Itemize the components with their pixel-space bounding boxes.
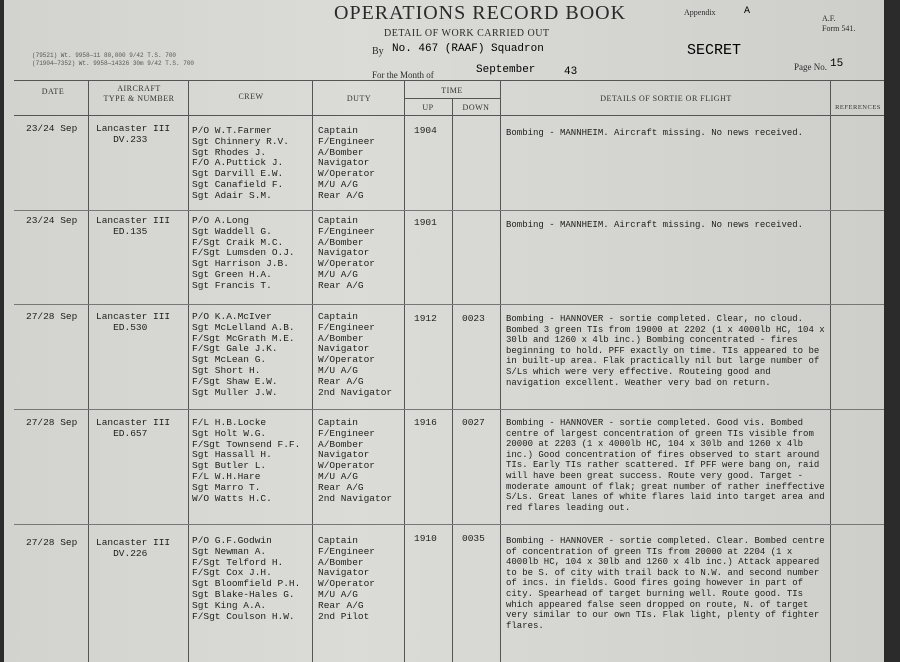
row-aircraft: Lancaster III ED.657	[96, 417, 171, 439]
row-crew: F/L H.B.Locke Sgt Holt W.G. F/Sgt Townsend F.F. Sgt Hassall H. Sgt Butler L. F/L W.H.Hare Sgt Marro T. W/O Watts H.C.	[192, 417, 301, 504]
printer-note: (79521) Wt. 9958—11 80,000 9/42 T.S. 700 (71904—7352) Wt. 9958—14326 30m 9/42 T.S. 700	[32, 52, 195, 67]
column-rule	[312, 80, 313, 662]
form-subtitle: DETAIL OF WORK CARRIED OUT	[384, 28, 550, 39]
year-value: 43	[564, 66, 578, 78]
by-label: By	[372, 46, 384, 57]
column-rule	[830, 80, 831, 662]
header-up: UP	[422, 103, 434, 112]
page-number: 15	[830, 58, 844, 70]
header-down: DOWN	[462, 103, 490, 112]
row-time-down: 0023	[462, 313, 485, 324]
header-bottom-rule	[14, 115, 884, 116]
row-rule	[14, 210, 884, 211]
row-aircraft: Lancaster III DV.226	[96, 537, 171, 559]
header-crew: CREW	[238, 92, 264, 101]
row-duty: Captain F/Engineer A/Bomber Navigator W/Operator M/U A/G Rear A/G 2nd Pilot	[318, 535, 376, 622]
row-aircraft: Lancaster III ED.135	[96, 215, 171, 237]
appendix-value: A	[744, 6, 751, 17]
column-rule	[452, 98, 453, 662]
header-date: DATE	[41, 87, 65, 96]
row-crew: P/O A.Long Sgt Waddell G. F/Sgt Craik M.C. F/Sgt Lumsden O.J. Sgt Harrison J.B. Sgt Green H.A. Sgt Francis T.	[192, 215, 295, 291]
form-title: OPERATIONS RECORD BOOK	[334, 2, 627, 24]
appendix-label: Appendix	[684, 8, 716, 17]
row-details: Bombing - HANNOVER - sortie completed. Clear. Bombed centre of concentration of green TIs from 20000 at 2204 (1 x 4000lb HC, 104 x 30lb and 1260 x 4lb inc.) Attack appeared to be S. of city with trail back to N.W. and second number of incs. in fields. Good fires going however in part of city. Spearhead of target burning well. Route good. TIs which appeared false seen dropped on route, N. of target very similar to our own TIs. Flak light, plenty of fighter flares.	[506, 536, 825, 631]
header-duty: DUTY	[346, 94, 372, 103]
row-date: 27/28 Sep	[26, 311, 78, 322]
column-rule	[500, 80, 501, 662]
page-number-label: Page No.	[794, 62, 827, 72]
secret-stamp: SECRET	[687, 42, 742, 59]
row-date: 27/28 Sep	[26, 537, 78, 548]
row-date: 23/24 Sep	[26, 123, 78, 134]
form-id: A.F. Form 541.	[822, 14, 856, 33]
row-aircraft: Lancaster III DV.233	[96, 123, 171, 145]
row-details: Bombing - MANNHEIM. Aircraft missing. No news received.	[506, 220, 804, 230]
row-date: 27/28 Sep	[26, 417, 78, 428]
row-time-down: 0027	[462, 417, 485, 428]
month-label: For the Month of	[372, 70, 434, 80]
row-time-up: 1901	[414, 217, 437, 228]
row-details: Bombing - HANNOVER - sortie completed. Clear, no cloud. Bombed 3 green TIs from 19000 at 2202 (1 x 4000lb HC, 104 x 30lb and 1260 x 4lb inc.) Bombing concentrated - fires beginning to hold. PFF exactly on time. TIs appeared to be in built-up area. Flak practically nil but large number of S/Ls which were very effective. Routeing good and navigation excellent. Weather very bad on return.	[506, 314, 825, 388]
column-rule	[404, 80, 405, 662]
squadron-name: No. 467 (RAAF) Squadron	[392, 43, 544, 55]
column-rule	[188, 80, 189, 662]
row-crew: P/O G.F.Godwin Sgt Newman A. F/Sgt Telford H. F/Sgt Cox J.H. Sgt Bloomfield P.H. Sgt Blake-Hales G. Sgt King A.A. F/Sgt Coulson H.W.	[192, 535, 301, 622]
row-rule	[14, 304, 884, 305]
row-crew: P/O W.T.Farmer Sgt Chinnery R.V. Sgt Rhodes J. F/O A.Puttick J. Sgt Darvill E.W. Sgt Canafield F. Sgt Adair S.M.	[192, 125, 289, 201]
row-time-up: 1916	[414, 417, 437, 428]
header-aircraft: AIRCRAFT TYPE & NUMBER	[103, 84, 175, 103]
header-references: REFERENCES	[835, 104, 881, 111]
row-details: Bombing - MANNHEIM. Aircraft missing. No news received.	[506, 128, 804, 138]
row-time-up: 1912	[414, 313, 437, 324]
record-page	[4, 0, 884, 662]
row-time-up: 1910	[414, 533, 437, 544]
header-time: TIME	[441, 86, 463, 95]
row-duty: Captain F/Engineer A/Bomber Navigator W/Operator M/U A/G Rear A/G	[318, 125, 376, 201]
month-value: September	[476, 64, 536, 76]
header-details: DETAILS OF SORTIE OR FLIGHT	[600, 94, 732, 103]
row-duty: Captain F/Engineer A/Bomber Navigator W/Operator M/U A/G Rear A/G	[318, 215, 376, 291]
row-time-up: 1904	[414, 125, 437, 136]
row-aircraft: Lancaster III ED.530	[96, 311, 171, 333]
row-time-down: 0035	[462, 533, 485, 544]
column-rule	[88, 80, 89, 662]
row-rule	[14, 524, 884, 525]
row-duty: Captain F/Engineer A/Bomber Navigator W/Operator M/U A/G Rear A/G 2nd Navigator	[318, 417, 393, 504]
table-top-rule	[14, 80, 884, 81]
row-crew: P/O K.A.McIver Sgt McLelland A.B. F/Sgt McGrath M.E. F/Sgt Gale J.K. Sgt McLean G. Sgt Short H. F/Sgt Shaw E.W. Sgt Muller J.W.	[192, 311, 295, 398]
row-details: Bombing - HANNOVER - sortie completed. Good vis. Bombed centre of largest concentration of green TIs visible from 20000 at 2203 (1 x 4000lb HC, 104 x 30lb and 1260 x 4lb inc.) Good concentration of fires observed to start around TIs. Early TIs rather scattered. If PFF were bang on, raid will have been great success. Route very good. Target - moderate amount of flak; great number of rather ineffective S/Ls. Great lanes of white flares laid into target area and red flares leading out.	[506, 418, 825, 513]
row-date: 23/24 Sep	[26, 215, 78, 226]
row-duty: Captain F/Engineer A/Bomber Navigator W/Operator M/U A/G Rear A/G 2nd Navigator	[318, 311, 393, 398]
row-rule	[14, 409, 884, 410]
